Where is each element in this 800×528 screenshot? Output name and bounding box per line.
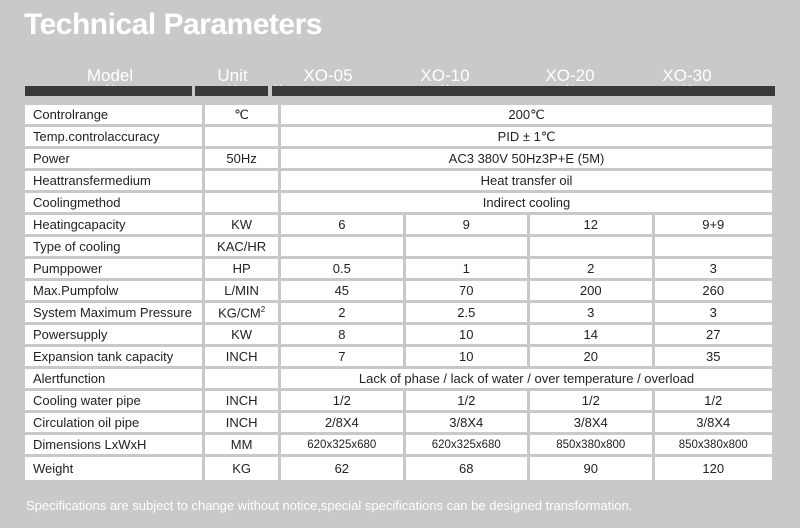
model-value: 12 <box>530 215 654 237</box>
parameter-unit <box>205 435 281 457</box>
model-value: 0.5 <box>281 259 405 281</box>
footnote: Specifications are subject to change without notice,special specifications can be designed transformation. <box>26 498 633 513</box>
unit-text: INCH <box>225 415 258 430</box>
parameter-unit <box>205 391 281 413</box>
unit-text: MM <box>230 437 253 452</box>
model-value: 850x380x800 <box>530 435 654 457</box>
model-value: 1/2 <box>406 391 530 413</box>
parameter-name: Weight <box>25 457 205 483</box>
parameter-name: Pumppower <box>25 259 205 281</box>
header-divider-bar <box>25 86 192 96</box>
merged-value: Heat transfer oil <box>281 171 775 193</box>
table-row <box>25 413 775 435</box>
merged-value: 200℃ <box>281 105 775 127</box>
parameter-name: Type of cooling <box>25 237 205 259</box>
model-value: 3 <box>655 303 775 325</box>
parameter-unit <box>205 193 281 215</box>
model-value: 3/8X4 <box>406 413 530 435</box>
model-value: 6 <box>281 215 405 237</box>
unit-text: KG/CM <box>218 305 261 321</box>
model-value: 200 <box>530 281 654 303</box>
model-header-label: Model <box>86 66 134 85</box>
model-value: 90 <box>530 457 654 483</box>
parameter-unit <box>205 237 281 259</box>
unit-superscript: 2 <box>260 304 266 314</box>
spec-table <box>25 105 775 483</box>
table-row <box>25 259 775 281</box>
parameter-unit <box>205 457 281 483</box>
model-value: 3 <box>530 303 654 325</box>
model-value: 45 <box>281 281 405 303</box>
table-row <box>25 303 775 325</box>
table-row <box>25 391 775 413</box>
parameter-name: Powersupply <box>25 325 205 347</box>
parameter-unit <box>205 259 281 281</box>
merged-value: AC3 380V 50Hz3P+E (5M) <box>281 149 775 171</box>
model-value: 2.5 <box>406 303 530 325</box>
model-value: 3/8X4 <box>530 413 654 435</box>
model-value: 62 <box>281 457 405 483</box>
model-value: 8 <box>281 325 405 347</box>
parameter-name: Heatingcapacity <box>25 215 205 237</box>
model-value <box>655 237 775 259</box>
page-title: Technical Parameters <box>24 8 322 41</box>
parameter-name: Expansion tank capacity <box>25 347 205 369</box>
model-value: 9+9 <box>655 215 775 237</box>
unit-text: 50Hz <box>226 151 257 166</box>
model-value: 10 <box>406 325 530 347</box>
table-row <box>25 171 775 193</box>
parameter-name: Max.Pumpfolw <box>25 281 205 303</box>
model-header-label: XO-30 <box>662 66 712 85</box>
model-value: 14 <box>530 325 654 347</box>
model-value: 3/8X4 <box>655 413 775 435</box>
model-value: 850x380x800 <box>655 435 775 457</box>
parameter-unit <box>205 171 281 193</box>
model-value: 7 <box>281 347 405 369</box>
model-value: 620x325x680 <box>281 435 405 457</box>
merged-value: Lack of phase / lack of water / over temperature / overload <box>281 369 775 391</box>
model-value: 27 <box>655 325 775 347</box>
model-value: 260 <box>655 281 775 303</box>
unit-text: INCH <box>225 349 258 364</box>
model-value: 2 <box>281 303 405 325</box>
model-value <box>530 237 654 259</box>
parameter-unit <box>205 105 281 127</box>
model-header-label: XO-05 <box>303 66 353 85</box>
model-value <box>406 237 530 259</box>
unit-text: INCH <box>225 393 258 408</box>
table-row <box>25 105 775 127</box>
model-header-label: XO-20 <box>545 66 595 85</box>
parameter-unit <box>205 281 281 303</box>
parameter-name: Alertfunction <box>25 369 205 391</box>
unit-text: KG <box>232 461 251 476</box>
parameter-name: Circulation oil pipe <box>25 413 205 435</box>
model-header-label: XO-10 <box>420 66 470 85</box>
merged-value: Indirect cooling <box>281 193 775 215</box>
model-value: 10 <box>406 347 530 369</box>
unit-text: ℃ <box>234 106 249 122</box>
model-value: 20 <box>530 347 654 369</box>
table-row <box>25 369 775 391</box>
model-value <box>281 237 405 259</box>
parameter-name: Controlrange <box>25 105 205 127</box>
model-value: 9 <box>406 215 530 237</box>
merged-value: PID ± 1℃ <box>281 127 775 149</box>
table-row <box>25 215 775 237</box>
table-row <box>25 281 775 303</box>
table-row <box>25 127 775 149</box>
parameter-name: Cooling water pipe <box>25 391 205 413</box>
parameter-name: System Maximum Pressure <box>25 303 205 325</box>
model-value: 35 <box>655 347 775 369</box>
parameter-name: Temp.controlaccuracy <box>25 127 205 149</box>
model-value: 1/2 <box>281 391 405 413</box>
table-row <box>25 347 775 369</box>
table-row <box>25 435 775 457</box>
unit-text: HP <box>232 261 251 276</box>
parameter-unit <box>205 215 281 237</box>
parameter-unit <box>205 369 281 391</box>
parameter-unit <box>205 127 281 149</box>
model-value: 1/2 <box>530 391 654 413</box>
parameter-unit <box>205 413 281 435</box>
unit-text: KW <box>231 327 253 342</box>
table-row <box>25 149 775 171</box>
table-row <box>25 237 775 259</box>
parameter-name: Dimensions LxWxH <box>25 435 205 457</box>
table-row <box>25 457 775 483</box>
table-row <box>25 325 775 347</box>
model-value: 68 <box>406 457 530 483</box>
model-value: 2 <box>530 259 654 281</box>
unit-text: KW <box>231 217 253 232</box>
parameter-unit <box>205 149 281 171</box>
parameter-unit <box>205 303 281 325</box>
unit-text: KAC/HR <box>217 239 267 254</box>
model-value: 2/8X4 <box>281 413 405 435</box>
model-value: 1/2 <box>655 391 775 413</box>
parameter-unit <box>205 347 281 369</box>
unit-header-label: Unit <box>217 66 248 85</box>
model-value: 3 <box>655 259 775 281</box>
parameter-name: Heattransfermedium <box>25 171 205 193</box>
parameter-name: Power <box>25 149 205 171</box>
table-row <box>25 193 775 215</box>
unit-text: L/MIN <box>224 283 259 298</box>
model-value: 120 <box>655 457 775 483</box>
model-value: 1 <box>406 259 530 281</box>
model-value: 620x325x680 <box>406 435 530 457</box>
model-value: 70 <box>406 281 530 303</box>
header-divider-bar <box>272 86 775 96</box>
parameter-unit <box>205 325 281 347</box>
header-divider-bar <box>195 86 268 96</box>
parameter-name: Coolingmethod <box>25 193 205 215</box>
